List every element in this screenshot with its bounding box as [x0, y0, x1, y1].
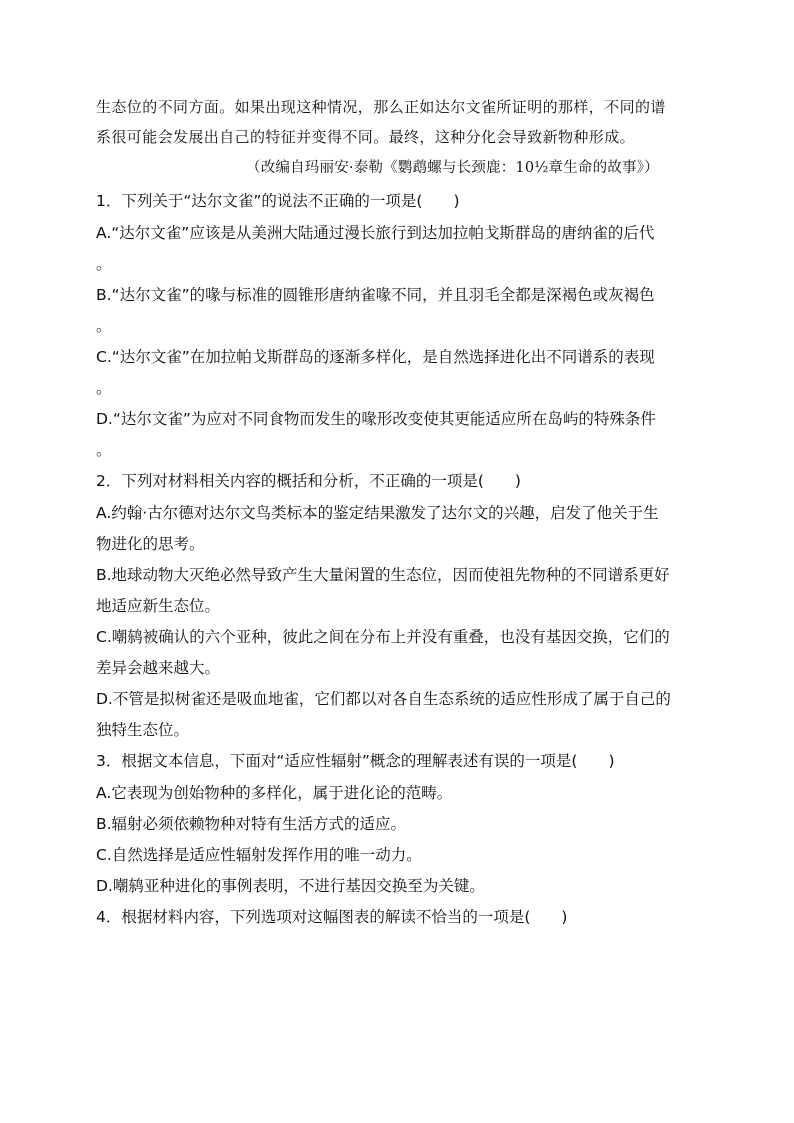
question-2-option-d: D.不管是拟树雀还是吸血地雀，它们都以对各自生态系统的适应性形成了属于自己的 — [96, 690, 671, 708]
question-2-option-d-cont: 独特生态位。 — [96, 721, 190, 739]
question-2-option-c: C.嘲鸫被确认的六个亚种，彼此之间在分布上并没有重叠，也没有基因交换，它们的 — [96, 628, 670, 646]
question-2-option-a-cont: 物进化的思考。 — [96, 535, 205, 553]
question-3-option-a: A.它表现为创始物种的多样化，属于进化论的范畴。 — [96, 784, 453, 802]
question-2-option-b-cont: 地适应新生态位。 — [96, 597, 221, 615]
passage-line-2: 系很可能会发展出自己的特征并变得不同。最终，这种分化会导致新物种形成。 — [96, 128, 636, 146]
question-3-stem: 3．根据文本信息，下面对“适应性辐射”概念的理解表述有误的一项是( ) — [96, 752, 615, 770]
question-3-option-c: C.自然选择是适应性辐射发挥作用的唯一动力。 — [96, 846, 422, 864]
question-1-stem: 1．下列关于“达尔文雀”的说法不正确的一项是( ) — [96, 192, 460, 210]
question-1-option-d: D.“达尔文雀”为应对不同食物而发生的喙形改变使其更能适应所在岛屿的特殊条件 — [96, 410, 656, 428]
question-2-option-a: A.约翰·古尔德对达尔文鸟类标本的鉴定结果激发了达尔文的兴趣，启发了他关于生 — [96, 504, 659, 522]
question-1-option-a-cont: 。 — [96, 255, 112, 273]
question-2-option-b: B.地球动物大灭绝必然导致产生大量闲置的生态位，因而使祖先物种的不同谱系更好 — [96, 566, 670, 584]
question-3-option-d: D.嘲鸫亚种进化的事例表明，不进行基因交换至为关键。 — [96, 877, 485, 895]
question-1-option-c: C.“达尔文雀”在加拉帕戈斯群岛的逐渐多样化，是自然选择进化出不同谱系的表现 — [96, 348, 655, 366]
passage-source: （改编自玛丽安·泰勒《鹦鹉螺与长颈鹿：10½章生命的故事》） — [246, 160, 659, 176]
question-4-stem: 4．根据材料内容，下列选项对这幅图表的解读不恰当的一项是( ) — [96, 908, 568, 926]
question-1-option-a: A.“达尔文雀”应该是从美洲大陆通过漫长旅行到达加拉帕戈斯群岛的唐纳雀的后代 — [96, 224, 655, 242]
question-1-option-b: B.“达尔文雀”的喙与标准的圆锥形唐纳雀喙不同，并且羽毛全都是深褐色或灰褐色 — [96, 286, 655, 304]
question-2-option-c-cont: 差异会越来越大。 — [96, 659, 221, 677]
question-1-option-c-cont: 。 — [96, 379, 112, 397]
question-2-stem: 2．下列对材料相关内容的概括和分析，不正确的一项是( ) — [96, 472, 521, 490]
question-3-option-b: B.辐射必须依赖物种对特有生活方式的适应。 — [96, 815, 407, 833]
question-1-option-d-cont: 。 — [96, 441, 112, 459]
question-1-option-b-cont: 。 — [96, 317, 112, 335]
passage-line-1: 生态位的不同方面。如果出现这种情况，那么正如达尔文雀所证明的那样，不同的谱 — [96, 98, 666, 116]
